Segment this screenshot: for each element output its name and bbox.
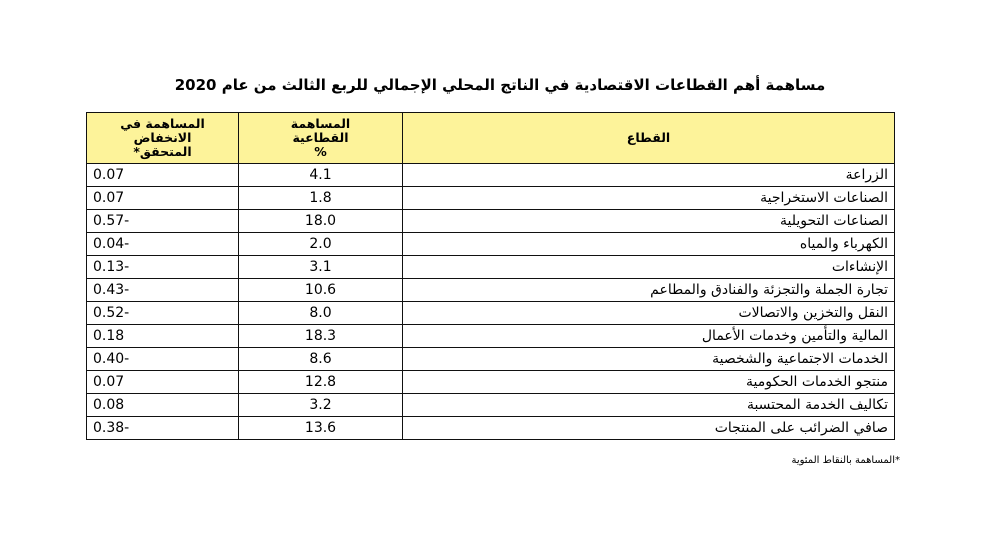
share-cell: 3.2 <box>239 394 403 417</box>
table-row <box>87 164 895 187</box>
sector-cell: تجارة الجملة والتجزئة والفنادق والمطاعم <box>403 279 895 302</box>
sector-cell: منتجو الخدمات الحكومية <box>403 371 895 394</box>
share-cell: 1.8 <box>239 187 403 210</box>
header-sector: القطاع <box>403 113 895 164</box>
table-row <box>87 325 895 348</box>
contribution-cell: 0.52- <box>87 302 239 325</box>
contribution-cell: 0.07 <box>87 371 239 394</box>
contribution-cell: 0.40- <box>87 348 239 371</box>
share-cell: 10.6 <box>239 279 403 302</box>
contribution-cell: 0.07 <box>87 187 239 210</box>
share-cell: 2.0 <box>239 233 403 256</box>
header-share: المساهمة القطاعية % <box>239 113 403 164</box>
header-contribution: المساهمة في الانخفاض المتحقق* <box>87 113 239 164</box>
sector-cell: الإنشاءات <box>403 256 895 279</box>
table-row <box>87 187 895 210</box>
table-row <box>87 348 895 371</box>
share-cell: 8.6 <box>239 348 403 371</box>
contribution-cell: 0.04- <box>87 233 239 256</box>
contribution-cell: 0.18 <box>87 325 239 348</box>
contribution-cell: 0.43- <box>87 279 239 302</box>
header-row <box>87 113 895 164</box>
share-cell: 3.1 <box>239 256 403 279</box>
table-row <box>87 256 895 279</box>
share-cell: 13.6 <box>239 417 403 440</box>
table-row <box>87 394 895 417</box>
table-row <box>87 233 895 256</box>
contribution-cell: 0.13- <box>87 256 239 279</box>
sector-cell: صافي الضرائب على المنتجات <box>403 417 895 440</box>
contribution-cell: 0.07 <box>87 164 239 187</box>
share-cell: 8.0 <box>239 302 403 325</box>
table-row <box>87 279 895 302</box>
table-row <box>87 417 895 440</box>
table-row <box>87 371 895 394</box>
table-row <box>87 210 895 233</box>
share-cell: 12.8 <box>239 371 403 394</box>
sector-contribution-table <box>86 112 895 440</box>
sector-cell: المالية والتأمين وخدمات الأعمال <box>403 325 895 348</box>
share-cell: 4.1 <box>239 164 403 187</box>
sector-cell: الصناعات التحويلية <box>403 210 895 233</box>
share-cell: 18.3 <box>239 325 403 348</box>
sector-cell: الكهرباء والمياه <box>403 233 895 256</box>
contribution-cell: 0.08 <box>87 394 239 417</box>
footnote: *المساهمة بالنقاط المئوية <box>791 455 900 466</box>
table-title: مساهمة أهم القطاعات الاقتصادية في الناتج المحلي الإجمالي للربع الثالث من عام 2020 <box>174 76 826 94</box>
table-row <box>87 302 895 325</box>
sector-cell: تكاليف الخدمة المحتسبة <box>403 394 895 417</box>
sector-cell: الخدمات الاجتماعية والشخصية <box>403 348 895 371</box>
share-cell: 18.0 <box>239 210 403 233</box>
sector-cell: الصناعات الاستخراجية <box>403 187 895 210</box>
contribution-cell: 0.38- <box>87 417 239 440</box>
sector-cell: الزراعة <box>403 164 895 187</box>
contribution-cell: 0.57- <box>87 210 239 233</box>
sector-cell: النقل والتخزين والاتصالات <box>403 302 895 325</box>
